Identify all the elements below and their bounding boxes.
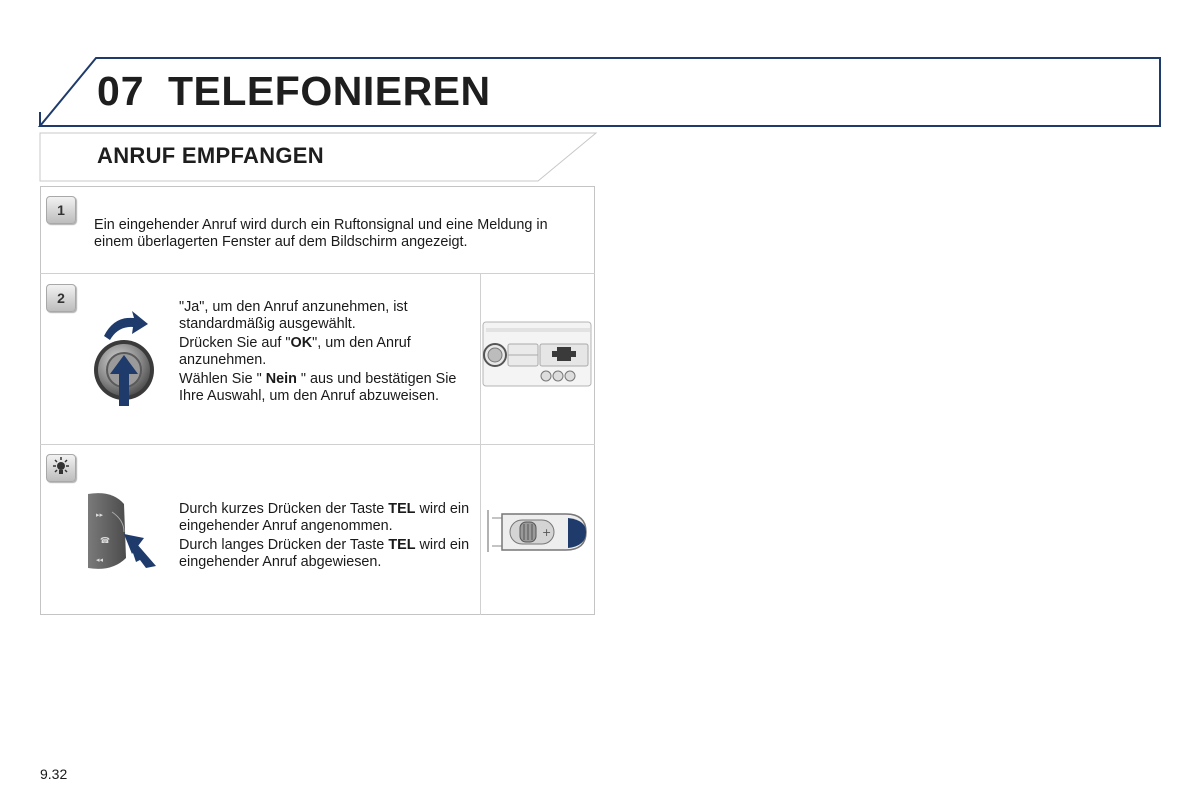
text-span: " aus und bestätigen Sie Ihre Auswahl, um den Anruf abzuweisen.	[179, 371, 457, 404]
section-title: ANRUF EMPFANGEN	[97, 143, 324, 168]
text-span: wird ein eingehender Anruf abgewiesen.	[179, 537, 470, 570]
rotary-knob-icon	[86, 308, 166, 408]
nein-keyword: Nein	[265, 371, 297, 387]
column-divider	[480, 273, 481, 615]
row-divider	[40, 273, 595, 274]
text-span: Durch langes Drücken der Taste	[179, 537, 389, 553]
text-span: ", um den Anruf anzunehmen.	[179, 335, 411, 368]
step-badge-1: 1	[46, 196, 76, 224]
tip-paragraph-2	[179, 537, 474, 570]
tel-keyword: TEL	[388, 537, 416, 553]
svg-text:+: +	[542, 526, 552, 539]
step-2-text	[179, 299, 474, 407]
svg-text:▸▸: ▸▸	[96, 511, 104, 519]
step-2-paragraph-1: "Ja", um den Anruf anzunehmen, ist standardmäßig ausgewählt.	[179, 299, 408, 332]
steering-stalk-icon	[486, 500, 590, 564]
step-2-paragraph-3	[179, 371, 474, 404]
radio-unit-icon	[482, 318, 594, 390]
svg-text:◂◂: ◂◂	[96, 556, 104, 564]
tel-keyword: TEL	[388, 501, 416, 517]
text-span: wird ein eingehender Anruf angenommen.	[179, 501, 470, 534]
step-2-paragraph-2	[179, 335, 474, 368]
ok-keyword: OK	[290, 335, 313, 351]
tip-badge	[46, 454, 76, 482]
row-divider	[40, 444, 595, 445]
text-span: Durch kurzes Drücken der Taste	[179, 501, 389, 517]
chapter-title: TELEFONIEREN	[168, 68, 491, 114]
page-number: 9.32	[40, 766, 68, 782]
tip-paragraph-1	[179, 501, 474, 534]
step-badge-2: 2	[46, 284, 76, 312]
svg-text:☎: ☎	[100, 536, 110, 545]
text-span: Wählen Sie "	[179, 371, 266, 387]
tip-text	[179, 501, 474, 573]
step-1-text: Ein eingehender Anruf wird durch ein Ruftonsignal und eine Meldung in einem überlagerten Fenster auf dem Bildschirm angezeigt.	[94, 217, 548, 250]
steering-control-icon	[86, 490, 160, 572]
text-span: Drücken Sie auf "	[179, 335, 291, 351]
section-title-frame	[0, 0, 1200, 200]
lightbulb-icon	[47, 455, 75, 481]
chapter-number: 07	[97, 68, 145, 114]
